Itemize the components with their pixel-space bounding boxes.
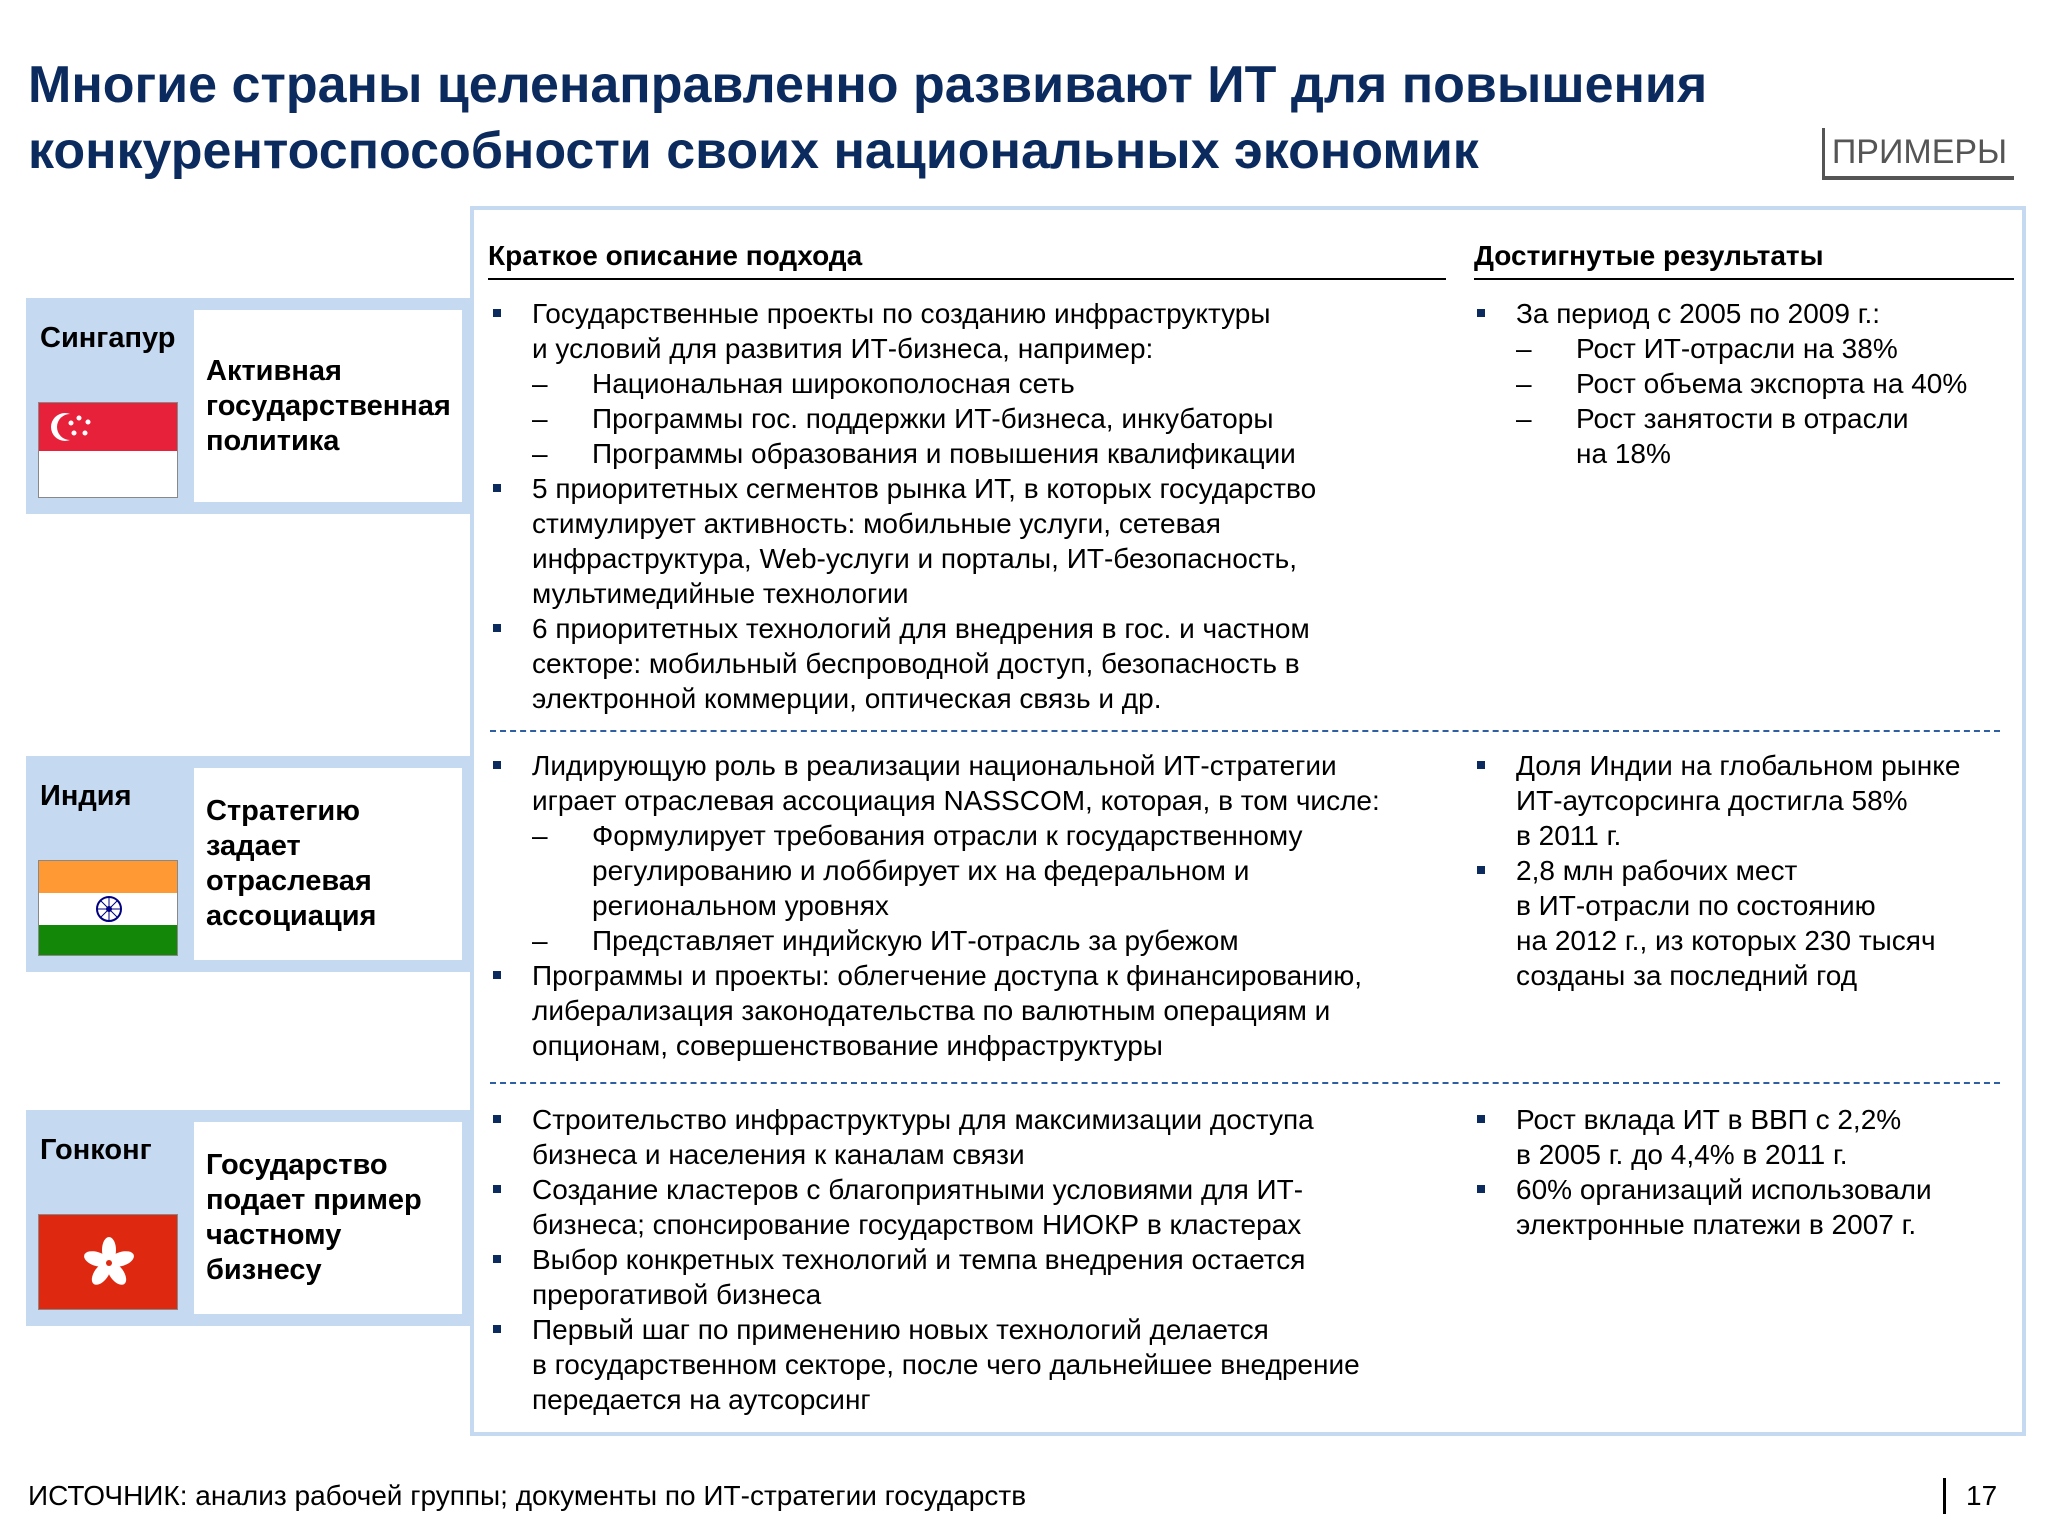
bullet-item — [490, 1102, 1450, 1172]
sub-bullet-text: Представляет индийскую ИТ-отрасль за рубежом — [592, 925, 1239, 956]
country-name: Гонконг — [40, 1134, 152, 1166]
results-list-india — [1474, 748, 2034, 993]
approach-list-hong-kong — [490, 1102, 1450, 1417]
bullet-item — [490, 1312, 1450, 1417]
bullet-text: 60% организаций использовали электронные платежи в 2007 г. — [1516, 1174, 1932, 1240]
bullet-marker — [493, 1115, 501, 1123]
results-header: Достигнутые результаты — [1474, 240, 2014, 280]
bullet-text: 5 приоритетных сегментов рынка ИТ, в которых государство стимулирует активность: мобильные услуги, сетевая инфраструктура, Web-услуги и порталы, ИТ-безопасность, мультимедийные технологии — [532, 473, 1317, 609]
bullet-marker — [1477, 866, 1485, 874]
approach-list-singapore — [490, 296, 1450, 716]
sub-bullet-item — [490, 818, 1450, 923]
bullet-marker — [493, 484, 501, 492]
bullet-item — [1474, 1172, 2034, 1242]
sub-bullet-text: Рост ИТ-отрасли на 38% — [1576, 333, 1898, 364]
bullet-item — [490, 1242, 1450, 1312]
section-divider — [490, 1082, 2000, 1084]
bullet-text: Доля Индии на глобальном рынке ИТ-аутсорсинга достигла 58% в 2011 г. — [1516, 750, 1961, 851]
sub-bullet-item — [1474, 401, 2034, 471]
sub-bullet-item — [490, 366, 1450, 401]
bullet-item — [490, 958, 1450, 1063]
bullet-marker — [493, 761, 501, 769]
country-name: Индия — [40, 780, 132, 812]
bullet-marker — [493, 971, 501, 979]
bullet-marker — [1477, 1115, 1485, 1123]
source-note: ИСТОЧНИК: анализ рабочей группы; документы по ИТ-стратегии государств — [28, 1480, 1027, 1511]
bullet-item — [490, 748, 1450, 818]
dash-marker: – — [532, 820, 548, 851]
approach-header: Краткое описание подхода — [488, 240, 1446, 280]
dash-marker: – — [1516, 403, 1532, 434]
policy-label: Активная государственная политика — [206, 354, 451, 457]
bullet-text: 2,8 млн рабочих мест в ИТ-отрасли по состоянию на 2012 г., из которых 230 тысяч созданы за последний год — [1516, 855, 1936, 991]
policy-box — [194, 768, 462, 960]
sub-bullet-text: Формулирует требования отрасли к государственному регулированию и лоббирует их на федеральном и региональном уровнях — [592, 820, 1303, 921]
bullet-marker — [1477, 761, 1485, 769]
bullet-item — [490, 296, 1450, 366]
section-divider — [490, 730, 2000, 732]
policy-label: Государство подает пример частному бизнесу — [206, 1149, 422, 1286]
sub-bullet-item — [1474, 366, 2034, 401]
dash-marker: – — [532, 403, 548, 434]
bullet-text: Выбор конкретных технологий и темпа внедрения остается прерогативой бизнеса — [532, 1244, 1306, 1310]
results-list-hong-kong — [1474, 1102, 2034, 1242]
bullet-text: Рост вклада ИТ в ВВП с 2,2% в 2005 г. до 4,4% в 2011 г. — [1516, 1104, 1902, 1170]
dash-marker: – — [1516, 368, 1532, 399]
bullet-marker — [493, 1255, 501, 1263]
examples-tag: ПРИМЕРЫ — [1822, 128, 2014, 180]
bullet-marker — [493, 624, 501, 632]
bullet-item — [490, 471, 1450, 611]
sub-bullet-text: Программы образования и повышения квалификации — [592, 438, 1296, 469]
page-number: 17 — [1966, 1480, 1998, 1511]
bullet-text: Первый шаг по применению новых технологий делается в государственном секторе, после чего дальнейшее внедрение передается на аутсорсинг — [532, 1314, 1360, 1415]
bullet-item — [490, 611, 1450, 716]
page-title: Многие страны целенаправленно развивают ИТ для повышения конкурентоспособности своих национальных экономик — [28, 56, 1708, 180]
dash-marker: – — [532, 368, 548, 399]
sub-bullet-item — [490, 436, 1450, 471]
bullet-item — [490, 1172, 1450, 1242]
country-card-hong-kong — [26, 1110, 470, 1326]
bullet-text: Лидирующую роль в реализации национальной ИТ-стратегии играет отраслевая ассоциация NASSCOM, которая, в том числе: — [532, 750, 1380, 816]
bullet-text: Создание кластеров с благоприятными условиями для ИТ- бизнеса; спонсирование государством НИОКР в кластерах — [532, 1174, 1304, 1240]
dash-marker: – — [532, 438, 548, 469]
bullet-text: Программы и проекты: облегчение доступа к финансированию, либерализация законодательства по валютным операциям и опционам, совершенствование инфраструктуры — [532, 960, 1363, 1061]
sub-bullet-item — [1474, 331, 2034, 366]
sub-bullet-item — [490, 401, 1450, 436]
country-card-india — [26, 756, 470, 972]
bullet-marker — [493, 309, 501, 317]
bullet-text: Государственные проекты по созданию инфраструктуры и условий для развития ИТ-бизнеса, например: — [532, 298, 1271, 364]
bullet-text: За период с 2005 по 2009 г.: — [1516, 298, 1881, 329]
bullet-marker — [1477, 1185, 1485, 1193]
bullet-item — [1474, 748, 2034, 853]
page-number-divider — [1943, 1478, 1946, 1514]
country-card-singapore — [26, 298, 470, 514]
bullet-marker — [1477, 309, 1485, 317]
bullet-item — [1474, 1102, 2034, 1172]
bullet-marker — [493, 1185, 501, 1193]
bullet-marker — [493, 1325, 501, 1333]
results-list-singapore — [1474, 296, 2034, 471]
dash-marker: – — [532, 925, 548, 956]
dash-marker: – — [1516, 333, 1532, 364]
sub-bullet-text: Рост занятости в отрасли на 18% — [1576, 403, 1909, 469]
sub-bullet-text: Национальная широкополосная сеть — [592, 368, 1075, 399]
bullet-item — [1474, 296, 2034, 331]
country-name: Сингапур — [40, 322, 176, 354]
hong-kong-flag-icon — [38, 1214, 178, 1310]
approach-list-india — [490, 748, 1450, 1063]
sub-bullet-item — [490, 923, 1450, 958]
sub-bullet-text: Рост объема экспорта на 40% — [1576, 368, 1968, 399]
sub-bullet-text: Программы гос. поддержки ИТ-бизнеса, инкубаторы — [592, 403, 1274, 434]
bullet-text: Строительство инфраструктуры для максимизации доступа бизнеса и населения к каналам связи — [532, 1104, 1314, 1170]
bullet-text: 6 приоритетных технологий для внедрения в гос. и частном секторе: мобильный беспроводной доступ, безопасность в электронной коммерции, оптическая связь и др. — [532, 613, 1310, 714]
india-flag-icon — [38, 860, 178, 956]
policy-box — [194, 310, 462, 502]
policy-label: Стратегию задает отраслевая ассоциация — [206, 795, 377, 932]
singapore-flag-icon — [38, 402, 178, 498]
policy-box — [194, 1122, 462, 1314]
bullet-item — [1474, 853, 2034, 993]
